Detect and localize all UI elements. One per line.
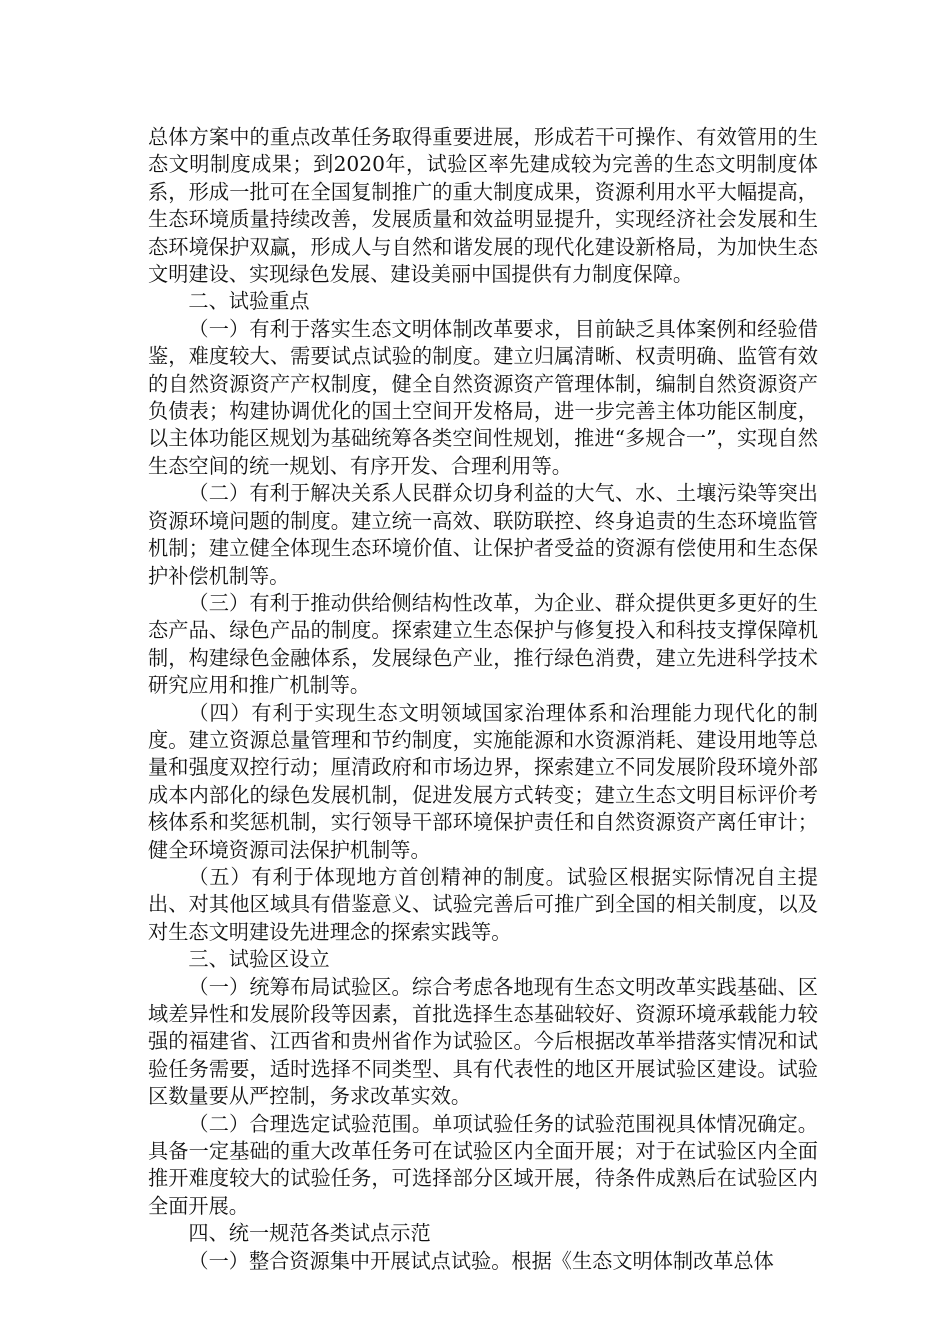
paragraph-3-2: （二）合理选定试验范围。单项试验任务的试验范围视具体情况确定。具备一定基础的重大改革任务可在试验区内全面开展；对于在试验区内全面推开难度较大的试验任务，可选择部分区域开展，待条件成熟后在试验区内全面开展。	[148, 1111, 818, 1218]
paragraph-2-5: （五）有利于体现地方首创精神的制度。试验区根据实际情况自主提出、对其他区域具有借鉴意义、试验完善后可推广到全国的相关制度，以及对生态文明建设先进理念的探索实践等。	[148, 864, 818, 944]
section-heading-3: 三、试验区设立	[188, 947, 330, 972]
paragraph-2-4: （四）有利于实现生态文明领域国家治理体系和治理能力现代化的制度。建立资源总量管理和节约制度，实施能源和水资源消耗、建设用地等总量和强度双控行动；厘清政府和市场边界，探索建立不同发展阶段环境外部成本内部化的绿色发展机制，促进发展方式转变；建立生态文明目标评价考核体系和奖惩机制，实行领导干部环境保护责任和自然资源资产离任审计；健全环境资源司法保护机制等。	[148, 700, 818, 862]
paragraph-2-1: （一）有利于落实生态文明体制改革要求，目前缺乏具体案例和经验借鉴，难度较大、需要试点试验的制度。建立归属清晰、权责明确、监管有效的自然资源资产产权制度，健全自然资源资产管理体制，编制自然资源资产负债表；构建协调优化的国土空间开发格局，进一步完善主体功能区制度，以主体功能区规划为基础统筹各类空间性规划，推进“多规合一”，实现自然生态空间的统一规划、有序开发、合理利用等。	[148, 316, 818, 478]
paragraph-3-1: （一）统筹布局试验区。综合考虑各地现有生态文明改革实践基础、区域差异性和发展阶段等因素，首批选择生态基础较好、资源环境承载能力较强的福建省、江西省和贵州省作为试验区。今后根据改革举措落实情况和试验任务需要，适时选择不同类型、具有代表性的地区开展试验区建设。试验区数量要从严控制，务求改革实效。	[148, 974, 818, 1109]
paragraph-4-1: （一）整合资源集中开展试点试验。根据《生态文明体制改革总体	[188, 1248, 774, 1273]
section-heading-4: 四、统一规范各类试点示范	[188, 1221, 431, 1246]
paragraph-2-3: （三）有利于推动供给侧结构性改革，为企业、群众提供更多更好的生态产品、绿色产品的制度。探索建立生态保护与修复投入和科技支撑保障机制，构建绿色金融体系，发展绿色产业，推行绿色消费，建立先进科学技术研究应用和推广机制等。	[148, 590, 818, 698]
paragraph-intro-continuation: 总体方案中的重点改革任务取得重要进展，形成若干可操作、有效管用的生态文明制度成果；到2020年，试验区率先建成较为完善的生态文明制度体系，形成一批可在全国复制推广的重大制度成果，资源利用水平大幅提高，生态环境质量持续改善，发展质量和效益明显提升，实现经济社会发展和生态环境保护双赢，形成人与自然和谐发展的现代化建设新格局，为加快生态文明建设、实现绿色发展、建设美丽中国提供有力制度保障。	[148, 125, 818, 287]
section-heading-2: 二、试验重点	[188, 289, 310, 314]
document-page	[148, 124, 818, 1275]
paragraph-2-2: （二）有利于解决关系人民群众切身利益的大气、水、土壤污染等突出资源环境问题的制度。建立统一高效、联防联控、终身追责的生态环境监管机制；建立健全体现生态环境价值、让保护者受益的资源有偿使用和生态保护补偿机制等。	[148, 481, 818, 588]
